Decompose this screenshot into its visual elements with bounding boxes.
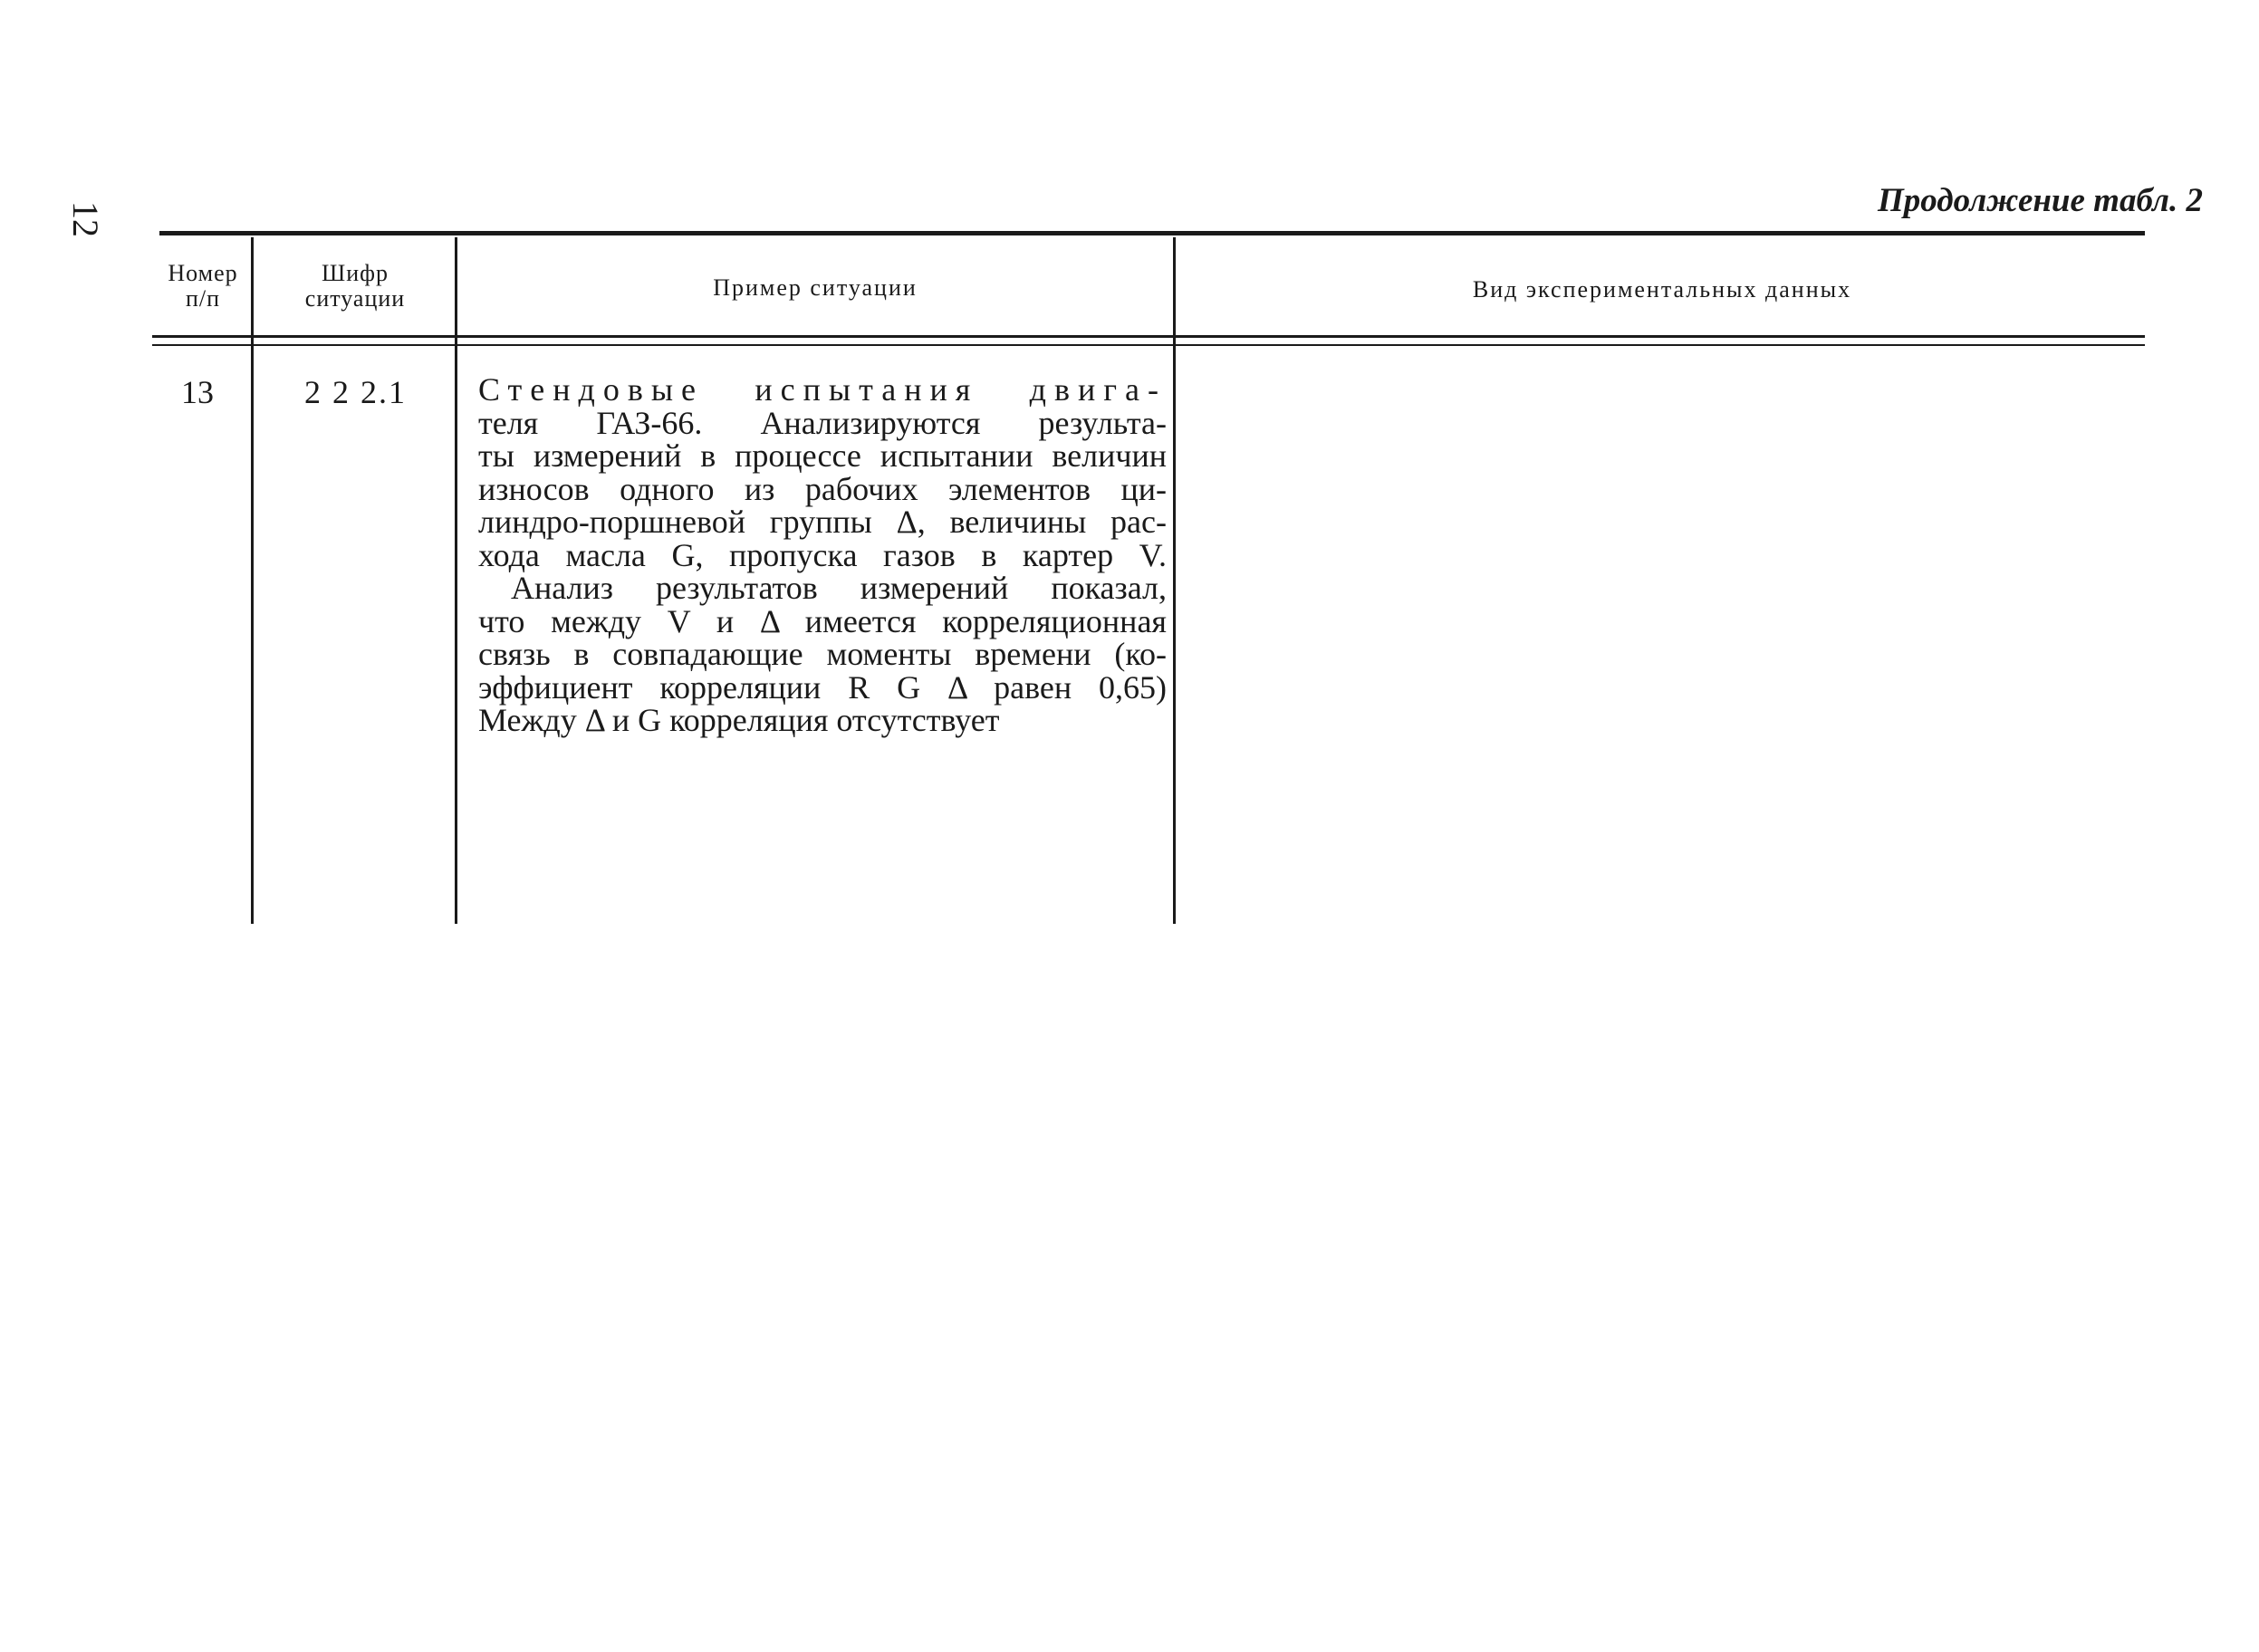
column-divider-3 [1173,237,1176,924]
example-line-11: Между Δ и G корреляция отсутствует [478,702,1000,738]
example-line-10: эффициент корреляции R G Δ равен 0,65) [478,668,1167,706]
header-data-kind: Вид экспериментальных данных [1472,276,1852,303]
table-header-rule [152,335,2145,338]
header-code [255,261,455,312]
column-divider-2 [455,237,457,924]
cell-situation-code: 2 2 2.1 [304,374,407,410]
header-example: Пример ситуации [713,274,918,301]
header-code-line2: ситуации [304,285,406,312]
table-header-rule-double [152,344,2145,346]
example-line-4: износов одного из рабочих элементов ци- [478,470,1167,507]
header-number-line2: п/п [185,285,221,312]
column-divider-1 [251,237,254,924]
example-line-8: что между V и Δ имеется корреляционная [478,602,1167,639]
table-top-rule [159,231,2145,235]
example-line-1: Стендовые испытания двига- [478,371,1167,408]
example-line-7: Анализ результатов измерений показал, [511,570,1167,606]
example-line-2: теля ГАЗ-66. Анализируются результа- [478,404,1167,441]
example-line-3: ты измерений в процессе испытании величин [478,437,1167,474]
header-number [154,261,252,312]
example-line-6: хода масла G, пропуска газов в картер V. [478,536,1167,573]
example-line-5: линдро-поршневой группы Δ, величины рас- [478,504,1167,540]
example-line-9: связь в совпадающие моменты времени (ко- [478,636,1167,672]
table-continuation-title: Продолжение табл. 2 [1878,182,2203,219]
cell-row-number: 13 [181,374,214,410]
header-number-line1: Номер [168,260,238,286]
page-number: 12 [65,201,106,237]
cell-situation-example [478,373,1167,737]
header-code-line1: Шифр [322,260,389,286]
